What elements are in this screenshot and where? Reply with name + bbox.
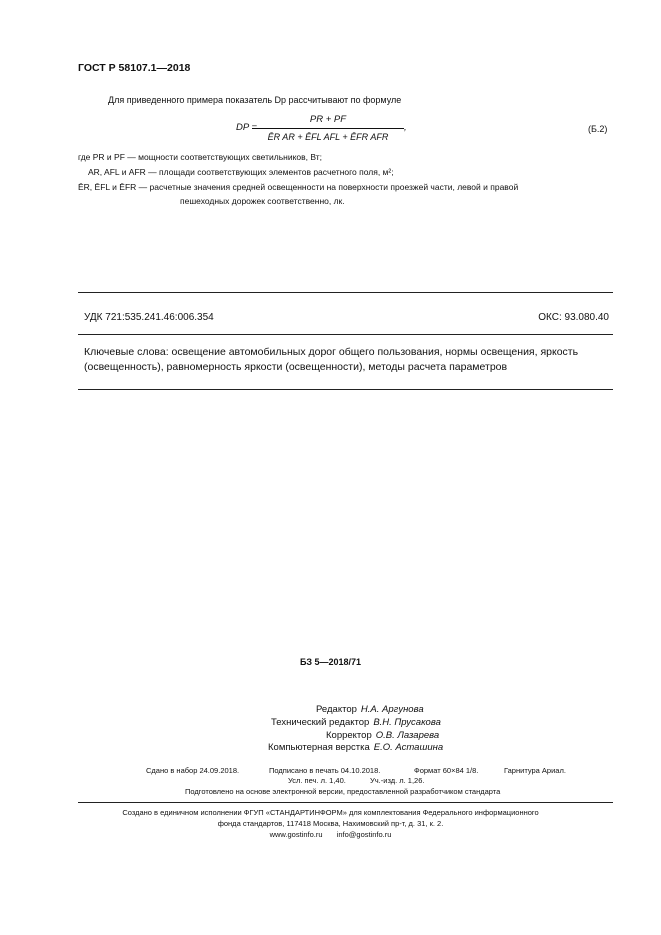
imprint-prepared: Подготовлено на основе электронной версии, предоставленной разработчиком стандарта: [185, 787, 501, 796]
staff-role: Технический редактор: [271, 717, 370, 728]
keywords-divider: [78, 389, 613, 390]
udk-code: УДК 721:535.241.46:006.354: [84, 312, 214, 323]
definition-power: где PR и PF — мощности соответствующих светильников, Вт;: [78, 152, 322, 162]
definition-illuminance: ĒR, ĒFL и ĒFR — расчетные значения средней освещенности на поверхности проезжей части, левой и правой: [78, 182, 519, 192]
staff-name: Е.О. Асташина: [373, 742, 444, 753]
definition-area: AR, AFL и AFR — площади соответствующих элементов расчетного поля, м²;: [88, 167, 394, 177]
intro-text: Для приведенного примера показатель Dp рассчитывают по формуле: [108, 95, 402, 105]
formula-lhs: DP =: [236, 122, 258, 133]
fraction-bar: [252, 128, 404, 129]
oks-code: ОКС: 93.080.40: [538, 312, 609, 323]
footer-line1: Создано в единичном исполнении ФГУП «СТАНДАРТИНФОРМ» для комплектования Федерального информационного: [122, 808, 539, 817]
footer-divider: [78, 802, 613, 803]
formula-tail: ,: [404, 122, 407, 133]
staff-role: Корректор: [326, 730, 372, 741]
staff-name: В.Н. Прусакова: [373, 717, 441, 728]
imprint-font: Гарнитура Ариал.: [504, 766, 566, 775]
staff-layout: [268, 742, 443, 753]
staff-name: О.В. Лазарева: [375, 730, 440, 741]
definition-illuminance-cont: пешеходных дорожек соответственно, лк.: [180, 196, 345, 206]
footer-contacts: [0, 830, 661, 839]
imprint-sheets: Усл. печ. л. 1,40.: [288, 776, 346, 785]
imprint-format: Формат 60×84 1/8.: [414, 766, 479, 775]
staff-role: Компьютерная верстка: [268, 742, 370, 753]
staff-role: Редактор: [316, 704, 357, 715]
keywords: Ключевые слова: освещение автомобильных дорог общего пользования, нормы освещения, яркость (освещенность), равномерность яркости (освещенности), методы расчета параметров: [84, 346, 579, 373]
formula-fraction: [252, 113, 404, 144]
formula-numerator: PR + PF: [309, 114, 347, 125]
mid-divider: [78, 334, 613, 335]
footer-website-link[interactable]: www.gostinfo.ru: [269, 830, 323, 839]
imprint-signed-date: Подписано в печать 04.10.2018.: [269, 766, 381, 775]
formula-b2: [232, 113, 412, 147]
footer-email-link[interactable]: info@gostinfo.ru: [336, 830, 392, 839]
staff-corrector: [326, 730, 439, 741]
equation-number: (Б.2): [588, 124, 608, 134]
staff-editor: [316, 704, 424, 715]
staff-tech-editor: [271, 717, 441, 728]
imprint-pub-sheets: Уч.-изд. л. 1,26.: [370, 776, 425, 785]
staff-name: Н.А. Аргунова: [360, 704, 424, 715]
footer-line2: фонда стандартов, 117418 Москва, Нахимовский пр-т, д. 31, к. 2.: [217, 819, 444, 828]
formula-denominator: ĒR AR + ĒFL AFL + ĒFR AFR: [267, 132, 389, 142]
imprint-set-date: Сдано в набор 24.09.2018.: [146, 766, 240, 775]
top-divider: [78, 292, 613, 293]
standard-header: ГОСТ Р 58107.1—2018: [78, 62, 191, 74]
bz-number: БЗ 5—2018/71: [299, 657, 362, 667]
